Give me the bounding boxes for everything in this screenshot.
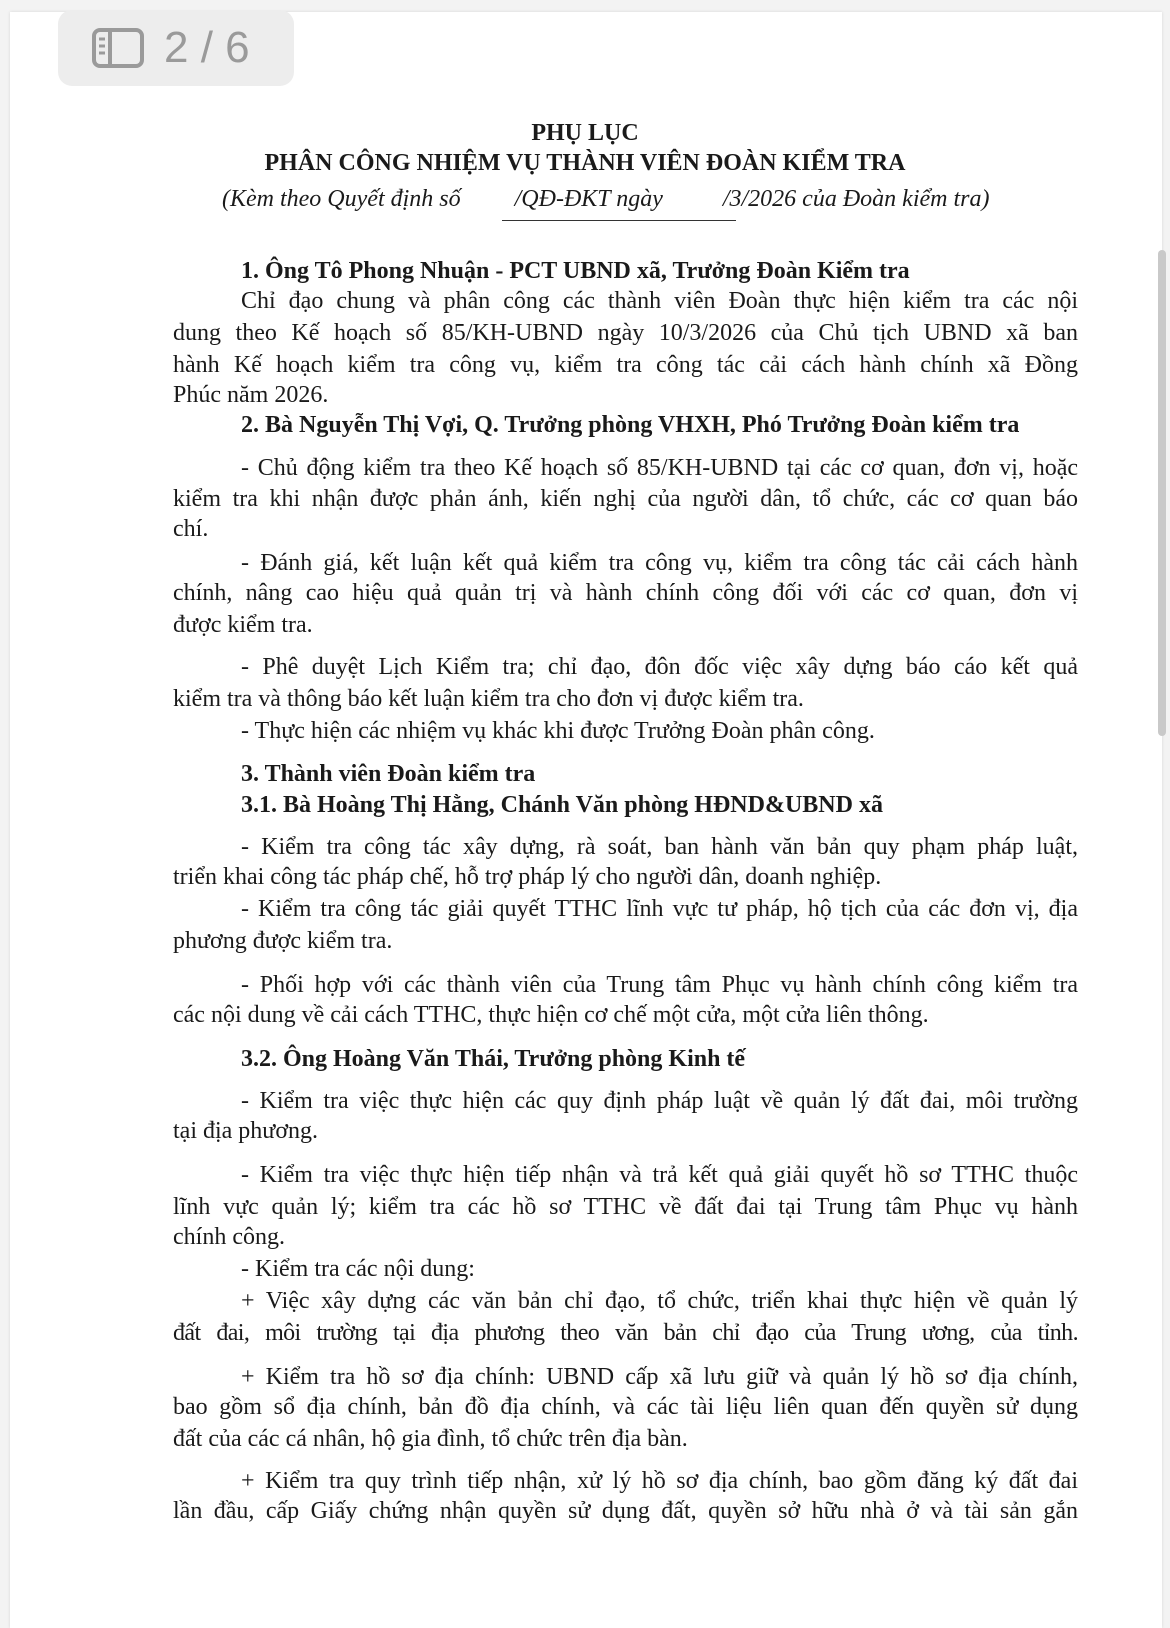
section-3-2-heading: 3.2. Ông Hoàng Văn Thái, Trưởng phòng Kinh tế [241,1046,746,1072]
section-2-line: - Thực hiện các nhiệm vụ khác khi được Trưởng Đoàn phân công. [241,718,875,744]
appendix-subtitle: PHÂN CÔNG NHIỆM VỤ THÀNH VIÊN ĐOÀN KIỂM TRA [264,150,906,176]
attachment-note: (Kèm theo Quyết định số /QĐ-ĐKT ngày /3/2026 của Đoàn kiểm tra) [222,186,990,212]
page-number-label: 2 / 6 [164,23,250,72]
section-3-2-line: chính công. [173,1224,285,1250]
section-2-line: chính, nâng cao hiệu quả quản trị và hành chính công đối với các cơ quan, đơn vị [173,580,1078,606]
appendix-title: PHỤ LỤC [531,120,639,146]
section-2-line: - Phê duyệt Lịch Kiểm tra; chỉ đạo, đôn đốc việc xây dựng báo cáo kết quả [241,654,1078,680]
section-3-1-line: - Phối hợp với các thành viên của Trung tâm Phục vụ hành chính công kiểm tra [241,972,1078,998]
section-3-1-line: các nội dung về cải cách TTHC, thực hiện cơ chế một cửa, một cửa liên thông. [173,1002,929,1028]
section-1-line: Chỉ đạo chung và phân công các thành viên Đoàn thực hiện kiểm tra các nội [241,288,1078,314]
section-1-line: dung theo Kế hoạch số 85/KH-UBND ngày 10/3/2026 của Chủ tịch UBND xã ban [173,320,1078,346]
section-1-heading: 1. Ông Tô Phong Nhuận - PCT UBND xã, Trưởng Đoàn Kiểm tra [241,258,910,284]
section-2-line: - Đánh giá, kết luận kết quả kiểm tra công vụ, kiểm tra công tác cải cách hành [241,550,1078,576]
section-3-2-line: tại địa phương. [173,1118,319,1144]
section-3-2-line: + Việc xây dựng các văn bản chỉ đạo, tổ chức, triển khai thực hiện về quản lý [241,1288,1078,1314]
section-3-1-heading: 3.1. Bà Hoàng Thị Hằng, Chánh Văn phòng HĐND&UBND xã [241,792,883,818]
section-1-line: hành Kế hoạch kiểm tra công vụ, kiểm tra công tác cải cách hành chính xã Đồng [173,352,1078,378]
section-3-2-line: đất của các cá nhân, hộ gia đình, tổ chức trên địa bàn. [173,1426,688,1452]
section-3-1-line: - Kiểm tra công tác giải quyết TTHC lĩnh vực tư pháp, hộ tịch của các đơn vị, địa [241,896,1078,922]
page-indicator[interactable] [58,10,294,86]
vertical-scrollbar[interactable] [1158,250,1166,736]
sidebar-panel-icon[interactable] [92,28,144,68]
section-2-line: được kiểm tra. [173,612,313,638]
section-3-1-line: triển khai công tác pháp chế, hỗ trợ pháp lý cho người dân, doanh nghiệp. [173,864,882,890]
section-3-2-line: bao gồm sổ địa chính, bản đồ địa chính, và các tài liệu liên quan đến quyền sử dụng [173,1394,1078,1420]
section-2-line: kiểm tra và thông báo kết luận kiểm tra cho đơn vị được kiểm tra. [173,686,804,712]
section-2-line: chí. [173,516,209,542]
section-3-heading: 3. Thành viên Đoàn kiểm tra [241,761,536,787]
section-1-line: Phúc năm 2026. [173,382,329,408]
section-3-2-line: - Kiểm tra việc thực hiện tiếp nhận và trả kết quả giải quyết hồ sơ TTHC thuộc [241,1162,1078,1188]
section-3-1-line: phương được kiểm tra. [173,928,393,954]
section-2-heading: 2. Bà Nguyễn Thị Vợi, Q. Trưởng phòng VHXH, Phó Trưởng Đoàn kiểm tra [241,412,1020,438]
section-2-line: kiểm tra khi nhận được phản ánh, kiến nghị của người dân, tổ chức, các cơ quan báo [173,486,1078,512]
decision-number-blank [502,220,736,221]
section-3-2-line: - Kiểm tra các nội dung: [241,1256,475,1282]
section-3-2-line: lĩnh vực quản lý; kiểm tra các hồ sơ TTHC về đất đai tại Trung tâm Phục vụ hành [173,1194,1078,1220]
section-3-2-line: + Kiểm tra hồ sơ địa chính: UBND cấp xã lưu giữ và quản lý hồ sơ địa chính, [241,1364,1078,1390]
section-3-2-line: - Kiểm tra việc thực hiện các quy định pháp luật về quản lý đất đai, môi trường [241,1088,1078,1114]
section-3-2-line: đất đai, môi trường tại địa phương theo văn bản chỉ đạo của Trung ương, của tỉnh. [173,1320,1078,1346]
section-3-2-line: lần đầu, cấp Giấy chứng nhận quyền sử dụng đất, quyền sở hữu nhà ở và tài sản gắn [173,1498,1078,1524]
section-2-line: - Chủ động kiểm tra theo Kế hoạch số 85/KH-UBND tại các cơ quan, đơn vị, hoặc [241,455,1078,481]
section-3-1-line: - Kiểm tra công tác xây dựng, rà soát, ban hành văn bản quy phạm pháp luật, [241,834,1078,860]
section-3-2-line: + Kiểm tra quy trình tiếp nhận, xử lý hồ sơ địa chính, bao gồm đăng ký đất đai [241,1468,1078,1494]
